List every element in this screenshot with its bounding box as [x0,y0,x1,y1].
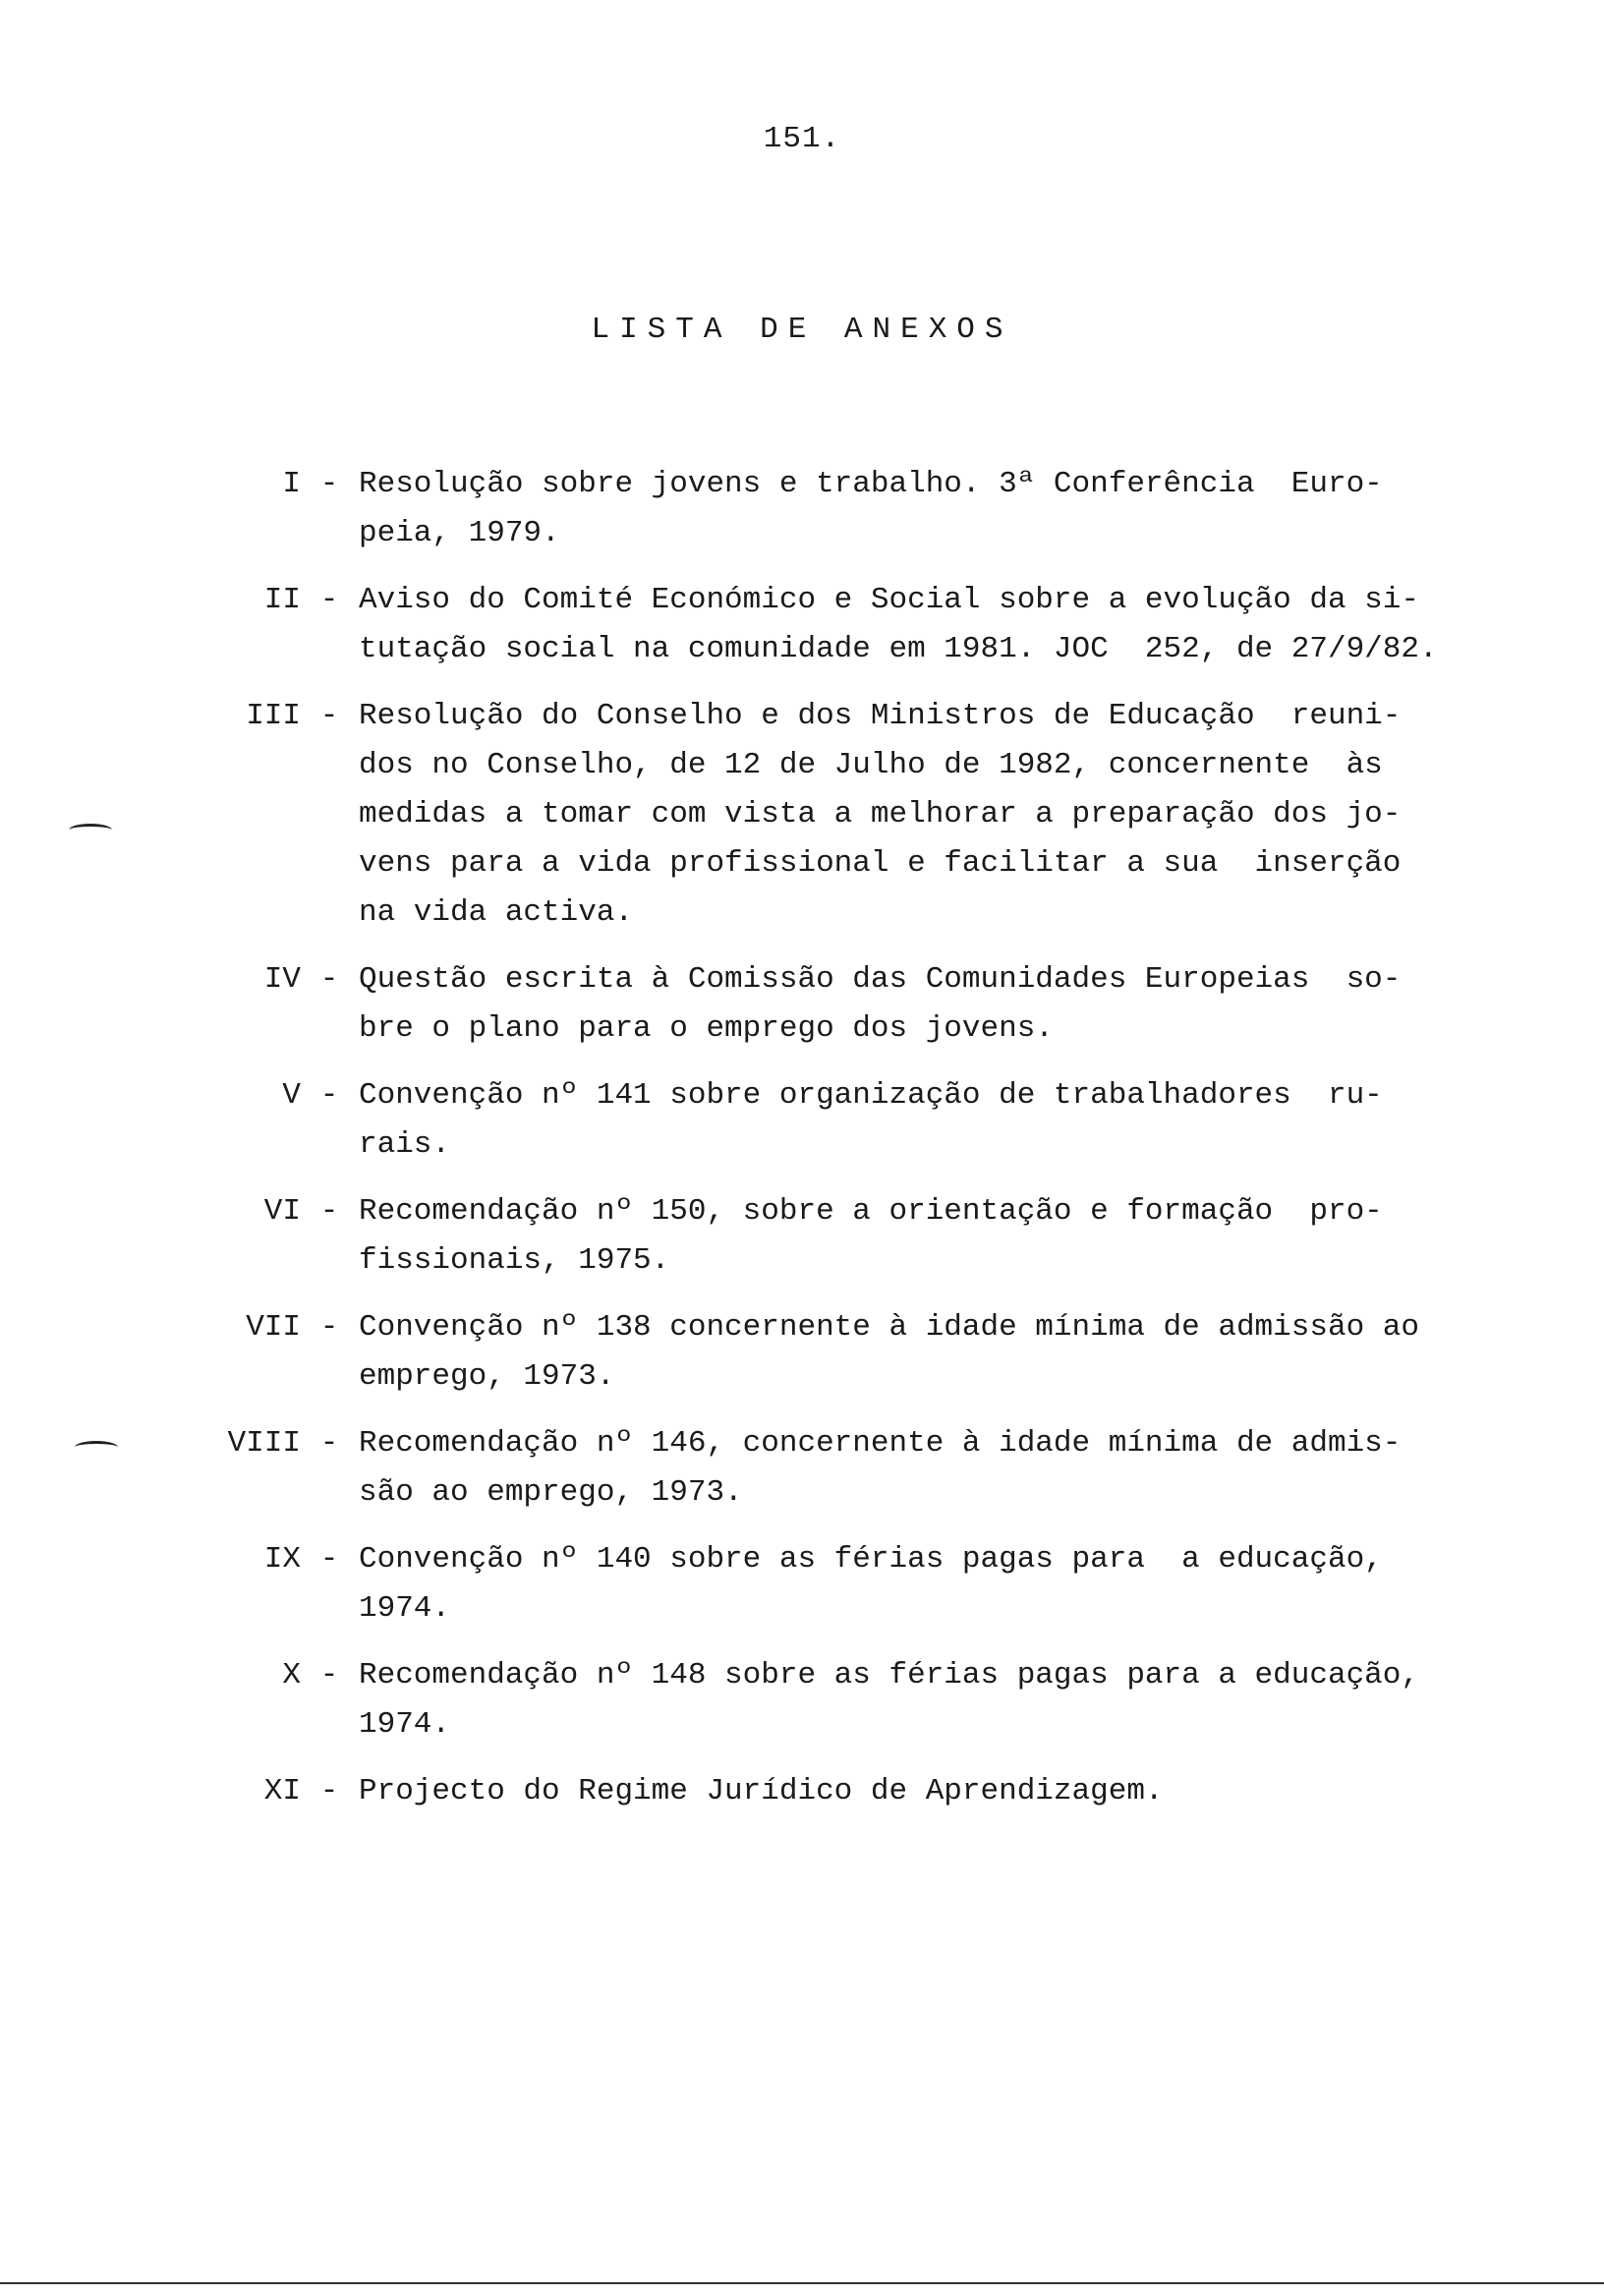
annex-description [359,576,1474,674]
annex-line: bre o plano para o emprego dos jovens. [359,1011,1054,1046]
annex-description [359,1535,1474,1634]
annex-dash: - [319,1426,339,1461]
annex-number: II [263,583,301,617]
annex-number: VII [246,1310,301,1345]
annex-line: Convenção nº 141 sobre organização de trabalhadores ru- [359,1078,1383,1113]
annex-line: emprego, 1973. [359,1359,615,1394]
annex-line: medidas a tomar com vista a melhorar a preparação dos jo- [359,797,1402,832]
annex-line: na vida activa. [359,895,634,930]
annex-line: Questão escrita à Comissão das Comunidades Europeias so- [359,962,1402,997]
annex-item [0,1303,1604,1402]
annex-number: XI [263,1774,301,1808]
annex-description [359,460,1474,558]
annex-line: Recomendação nº 146, concernente à idade mínima de admis- [359,1426,1402,1461]
annex-dash: - [319,1774,339,1808]
annex-line: Convenção nº 140 sobre as férias pagas para a educação, [359,1542,1383,1577]
annex-dash: - [319,1310,339,1345]
annex-line: Aviso do Comité Económico e Social sobre a evolução da si- [359,583,1419,617]
annex-description [359,1651,1474,1750]
annex-line: Convenção nº 138 concernente à idade mínima de admissão ao [359,1310,1419,1345]
annex-item [0,460,1604,558]
annex-item [0,1419,1604,1518]
annex-line: fissionais, 1975. [359,1243,670,1278]
annex-line: Projecto do Regime Jurídico de Aprendizagem. [359,1774,1164,1808]
annex-item [0,1767,1604,1816]
annex-dash: - [319,1542,339,1577]
annex-number: X [282,1658,301,1693]
annex-number: III [246,699,301,733]
annex-dash: - [319,1078,339,1113]
annex-line: 1974. [359,1591,451,1626]
annex-number: IV [263,962,301,997]
annex-number: IX [263,1542,301,1577]
annex-dash: - [319,1194,339,1229]
annex-description [359,1303,1474,1402]
scan-mark [75,1441,118,1454]
annex-number: VI [263,1194,301,1229]
annex-line: Recomendação nº 148 sobre as férias pagas para a educação, [359,1658,1419,1693]
annex-item [0,1187,1604,1286]
annex-dash: - [319,467,339,501]
annex-description [359,955,1474,1054]
page-number: 151. [763,122,841,156]
annex-line: vens para a vida profissional e facilitar a sua inserção [359,846,1402,881]
annex-description [359,1187,1474,1286]
annex-line: Resolução do Conselho e dos Ministros de Educação reuni- [359,699,1402,733]
annex-line: tutação social na comunidade em 1981. JOC 252, de 27/9/82. [359,632,1438,666]
annex-line: Recomendação nº 150, sobre a orientação e formação pro- [359,1194,1383,1229]
annex-dash: - [319,699,339,733]
annex-line: peia, 1979. [359,516,560,550]
annex-item [0,1535,1604,1634]
annex-line: dos no Conselho, de 12 de Julho de 1982, concernente às [359,748,1383,782]
annex-dash: - [319,583,339,617]
annex-dash: - [319,1658,339,1693]
annex-item [0,692,1604,938]
annex-line: rais. [359,1127,451,1162]
annex-line: 1974. [359,1707,451,1742]
annex-description [359,1767,1474,1816]
annex-dash: - [319,962,339,997]
annex-item [0,955,1604,1054]
annex-item [0,1651,1604,1750]
annex-description [359,1071,1474,1170]
annex-number: I [282,467,301,501]
annex-line: Resolução sobre jovens e trabalho. 3ª Conferência Euro- [359,467,1383,501]
footer-rule [0,2282,1604,2284]
annex-description [359,1419,1474,1518]
annex-item [0,1071,1604,1170]
annex-line: são ao emprego, 1973. [359,1475,743,1510]
annex-list [0,460,1604,1834]
annex-item [0,576,1604,674]
annex-number: V [282,1078,301,1113]
annex-number: VIII [227,1426,301,1461]
annex-description [359,692,1474,938]
page-title: LISTA DE ANEXOS [591,313,1013,347]
scan-mark [69,824,112,836]
